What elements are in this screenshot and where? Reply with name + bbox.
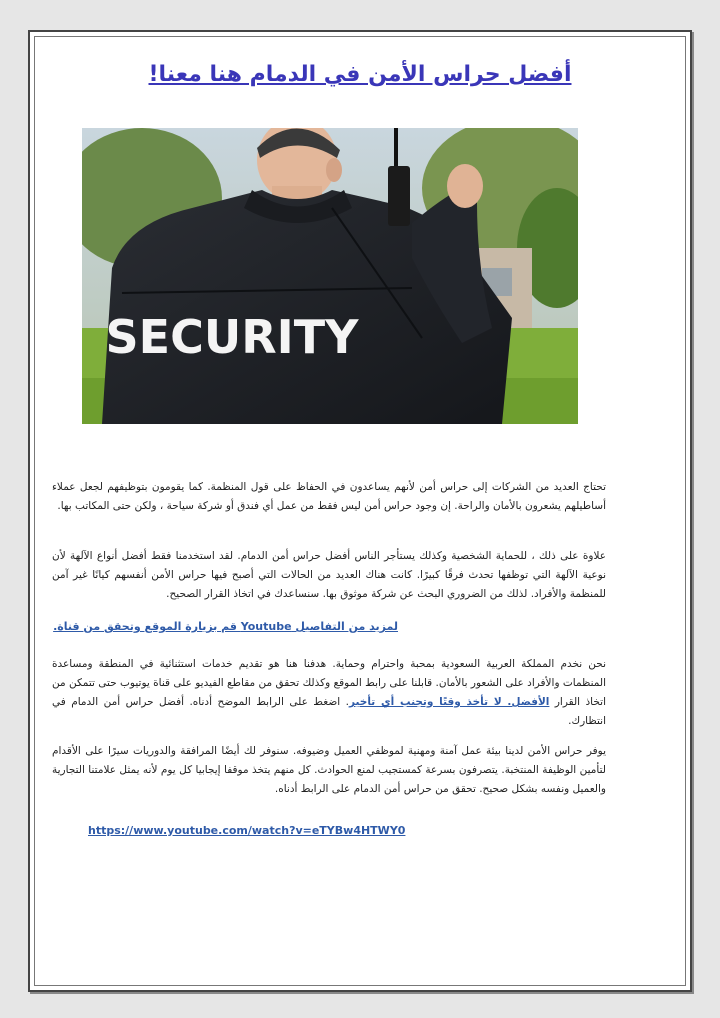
jacket-security-text: SECURITY	[105, 310, 359, 364]
page-title: أفضل حراس الأمن في الدمام هنا معنا!	[148, 62, 572, 87]
photo-illustration	[82, 128, 578, 424]
security-guard-photo	[82, 128, 578, 424]
paragraph-4: يوفر حراس الأمن لدينا بيئة عمل آمنة ومهنية لموظفي العميل وضيوفه. سنوفر لك أيضًا المرافقة والدوريات سيرًا على الأقدام لتأمين الوظيفة المنتخبة. يتصرفون بسرعة كمستجيب لمنع الحوادث. كل منهم يتخذ موقفا إيجابيا كل يوم لأنه يمثل علامتنا التجارية والعميل ونفسه بشكل صحيح. تحقق من حراس أمن الدمام على الرابط أدناه.	[52, 745, 606, 795]
paragraph-3-text-a: نحن نخدم المملكة العربية السعودية بمحبة واحترام وحماية. هدفنا هنا هو تقديم خدمات استثنائية في المنطقة ومساعدة المنظمات والأفراد على الشعور بالأمان. قابلنا على رابط الموقع وكذلك تحقق من مقاطع الفيديو على قناة يوتيوب حتى تتمكن من اتخاذ القرار	[52, 658, 606, 708]
youtube-cta-link[interactable]: لمزيد من التفاصيل Youtube قم بزيارة الموقع وتحقق من قناة.	[53, 620, 398, 633]
youtube-url-link[interactable]: https://www.youtube.com/watch?v=eTYBw4HTWY0	[88, 824, 406, 837]
paragraph-3-text-b: . اضغط على الرابط الموضح أدناه. أفضل حراس أمن الدمام في انتظارك.	[52, 696, 606, 727]
paragraph-2: علاوة على ذلك ، للحماية الشخصية وكذلك يستأجر الناس أفضل حراس أمن الدمام. لقد استخدمنا فقط أفضل أنواع الآلهة لأن نوعية الآلهة التي توظفها تحدث فرقًا كبيرًا. كانت هناك العديد من الحالات التي أصبح فيها حراس الأمن أنفسهم كيانًا غير آمن للمنظمة والأفراد. لذلك من الضروري البحث عن شركة موثوق بها. سنساعدك في اتخاذ القرار الصحيح.	[52, 550, 606, 600]
paragraph-3	[52, 655, 606, 731]
paragraph-1: تحتاج العديد من الشركات إلى حراس أمن لأنهم يساعدون في الحفاظ على قول المنظمة. كما يقومون بتوظيفهم لجعل عملاء أساطيلهم يشعرون بالأمان والراحة. إن وجود حراس أمن ليس فقط من عمل أي فندق أو شركة سياحة ، ولكن حتى المكاتب بها.	[52, 481, 606, 512]
paragraph-3-inline-link[interactable]: الأفضل. لا تأخذ وقتًا وتجنب أي تأخير	[348, 696, 550, 708]
